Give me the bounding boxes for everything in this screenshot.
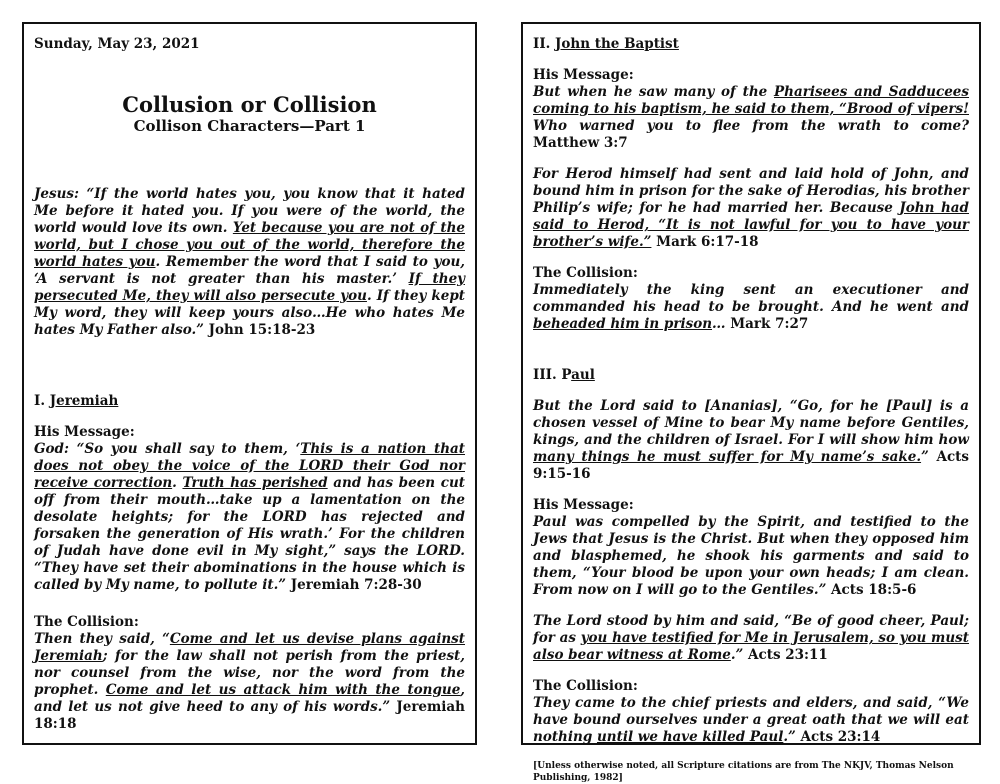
paul-collision: They came to the chief priests and elders, and said, “We have bound ourselves under a great oath that we will eat nothing until we have killed Paul.” Acts 23:14 [533, 695, 969, 745]
jeremiah-collision: Then they said, “Come and let us devise plans against Jeremiah; for the law shall not perish from the priest, nor counsel from the wise, nor the word from the prophet. Come and let us attack him with the tongue, and let us not give heed to any of his words.” Jeremiah 18:18 [34, 631, 465, 732]
john-message-1: But when he saw many of the Pharisees and Sadducees coming to his baptism, he said to them, “Brood of vipers! Who warned you to flee from the wrath to come? Matthew 3:7 [533, 84, 970, 151]
intro-passage: Jesus: “If the world hates you, you know that it hated Me before it hated you. If you were of the world, the world would love its own. Yet because you are not of the world, but I chose you out of the world, therefore the world hates you. Remember the word that I said to you, ‘A servant is not greater than his master.’ If they persecuted Me, they will also persecute you. If they kept My word, they will keep yours also…He who hates Me hates My Father also.” John 15:18-23 [34, 186, 466, 338]
paul-message-2: The Lord stood by him and said, “Be of good cheer, Paul; for as you have testified for Me in Jerusalem, so you must also bear witness at Rome.” Acts 23:11 [533, 613, 969, 663]
collision-label: The Collision: [34, 614, 139, 630]
paul-calling: But the Lord said to [Ananias], “Go, for he [Paul] is a chosen vessel of Mine to bear My name before Gentiles, kings, and the children of Israel. For I will show him how many things he must suffer for My name’s sake.” Acts 9:15-16 [533, 398, 969, 482]
date: Sunday, May 23, 2021 [34, 36, 200, 52]
section-heading-paul: III. Paul [533, 367, 595, 383]
jeremiah-message: God: “So you shall say to them, ‘This is a nation that does not obey the voice of the LORD their God nor receive correction. Truth has perished and has been cut off from their mouth…take up a lamentation on the desolate heights; for the LORD has rejected and forsaken the generation of His wrath.’ For the children of Judah have done evil in My sight,” says the LORD. “They have set their abominations in the house which is called by My name, to pollute it.” Jeremiah 7:28-30 [34, 441, 465, 593]
left-page [22, 22, 477, 745]
john-message-2: For Herod himself had sent and laid hold of John, and bound him in prison for the sake of Herodias, his brother Philip’s wife; for he had married her. Because John had said to Herod, “It is not lawful for you to have your brother’s wife.” Mark 6:17-18 [533, 166, 969, 250]
his-message-label: His Message: [533, 67, 634, 83]
section-heading-john: II. John the Baptist [533, 36, 679, 52]
section-heading-jeremiah: I. Jeremiah [34, 393, 119, 409]
page-subtitle: Collison Characters—Part 1 [133, 117, 366, 135]
page-title: Collusion or Collision [122, 92, 377, 117]
john-collision: Immediately the king sent an executioner and commanded his head to be brought. And he went and beheaded him in prison… Mark 7:27 [533, 282, 969, 332]
collision-label: The Collision: [533, 265, 638, 281]
footnote: [Unless otherwise noted, all Scripture citations are from The NKJV, Thomas Nelson Publishing, 1982] [533, 761, 954, 783]
his-message-label: His Message: [533, 497, 634, 513]
his-message-label: His Message: [34, 424, 135, 440]
paul-message-1: Paul was compelled by the Spirit, and testified to the Jews that Jesus is the Christ. But when they opposed him and blasphemed, he shook his garments and said to them, “Your blood be upon your own heads; I am clean. From now on I will go to the Gentiles.” Acts 18:5-6 [533, 514, 969, 598]
right-page [521, 22, 981, 783]
collision-label: The Collision: [533, 678, 638, 694]
